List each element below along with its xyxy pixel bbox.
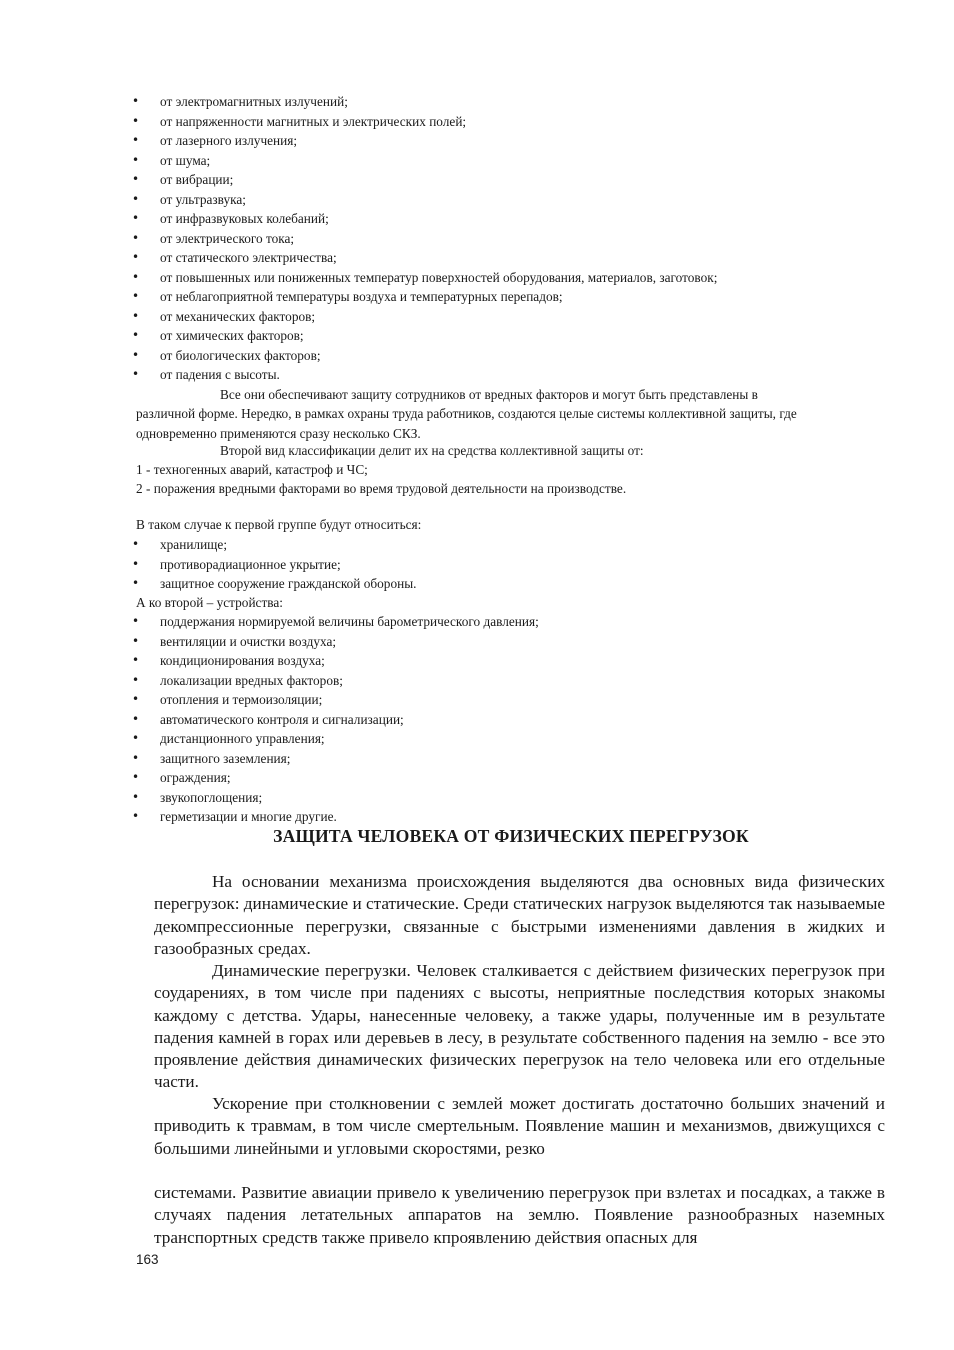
list-item: • от инфразвуковых колебаний; [160, 209, 717, 229]
body-paragraph: Ускорение при столкновении с землей может достигать достаточно больших значений и приводить к травмам, в том числе смертельным. Появление машин и механизмов, движущихся с большими линейными и угловыми скоростями, резко [154, 1094, 885, 1158]
list-item: • от электрического тока; [160, 229, 717, 249]
page-number: 163 [136, 1252, 159, 1267]
list-item: • отопления и термоизоляции; [160, 690, 539, 710]
list-item: • от механических факторов; [160, 307, 717, 327]
list-item: • поддержания нормируемой величины барометрического давления; [160, 612, 539, 632]
list-item: • от химических факторов; [160, 326, 717, 346]
body-paragraph: На основании механизма происхождения выделяются два основных вида физических перегрузок: динамические и статические. Среди статических нагрузок выделяются так называемые декомпрессионные перегрузки, связанные с быстрыми изменениями давления в жидких и газообразных средах. [154, 872, 885, 958]
list-item: • от электромагнитных излучений; [160, 92, 717, 112]
list-item: • ограждения; [160, 768, 539, 788]
group2-list [160, 612, 539, 827]
group1-list [160, 535, 416, 594]
list-item: • от повышенных или пониженных температур поверхностей оборудования, материалов, заготовок; [160, 268, 717, 288]
list-item: • от вибрации; [160, 170, 717, 190]
paragraph-text: различной форме. Нередко, в рамках охраны труда работников, создаются целые системы коллективной защиты, где одновременно применяются сразу несколько СКЗ. [136, 406, 797, 441]
group1-intro: В таком случае к первой группе будут относиться: [136, 517, 422, 532]
list-item: • от напряженности магнитных и электрических полей; [160, 112, 717, 132]
paragraph-line: Второй вид классификации делит их на средства коллективной защиты от: [220, 443, 644, 458]
list-item: • дистанционного управления; [160, 729, 539, 749]
body-paragraph: системами. Развитие авиации привело к увеличению перегрузок при взлетах и посадках, а также в случаях падения летательных аппаратов на землю. Появление разнообразных наземных транспортных средств также привело кпроявлению действия опасных для [154, 1183, 885, 1247]
list-item: • хранилище; [160, 535, 416, 555]
numbered-item: 2 - поражения вредными факторами во время трудовой деятельности на производстве. [136, 481, 627, 496]
list-item: • противорадиационное укрытие; [160, 555, 416, 575]
section-heading: ЗАЩИТА ЧЕЛОВЕКА ОТ ФИЗИЧЕСКИХ ПЕРЕГРУЗОК [273, 826, 749, 846]
list-item: • кондиционирования воздуха; [160, 651, 539, 671]
list-item: • от ультразвука; [160, 190, 717, 210]
list-item: • вентиляции и очистки воздуха; [160, 632, 539, 652]
list-item: • звукопоглощения; [160, 788, 539, 808]
list-item: • локализации вредных факторов; [160, 671, 539, 691]
list-item: • защитное сооружение гражданской обороны. [160, 574, 416, 594]
list-item: • от статического электричества; [160, 248, 717, 268]
list-item: • от лазерного излучения; [160, 131, 717, 151]
body-paragraph: Динамические перегрузки. Человек сталкивается с действием физических перегрузок при соударениях, в том числе при падениях с высоты, неприятные последствия которых знакомы каждому с детства. Удары, нанесенные человеку, а также удары, полученные им в результате падения камней в горах или деревьев в лесу, в результате собственного падения на землю - все это проявление действия динамических физических перегрузок на тело человека или его отдельные части. [154, 961, 885, 1092]
numbered-item: 1 - техногенных аварий, катастроф и ЧС; [136, 462, 368, 477]
paragraph-line: Все они обеспечивают защиту сотрудников от вредных факторов и могут быть представлены в [220, 387, 758, 402]
group2-intro: А ко второй – устройства: [136, 595, 283, 610]
list-item: • от падения с высоты. [160, 365, 717, 385]
list-item: • от шума; [160, 151, 717, 171]
list-item: • защитного заземления; [160, 749, 539, 769]
list-item: • от неблагоприятной температуры воздуха и температурных перепадов; [160, 287, 717, 307]
list-item: • автоматического контроля и сигнализации; [160, 710, 539, 730]
protection-factors-list [160, 92, 717, 385]
list-item: • герметизации и многие другие. [160, 807, 539, 827]
list-item: • от биологических факторов; [160, 346, 717, 366]
